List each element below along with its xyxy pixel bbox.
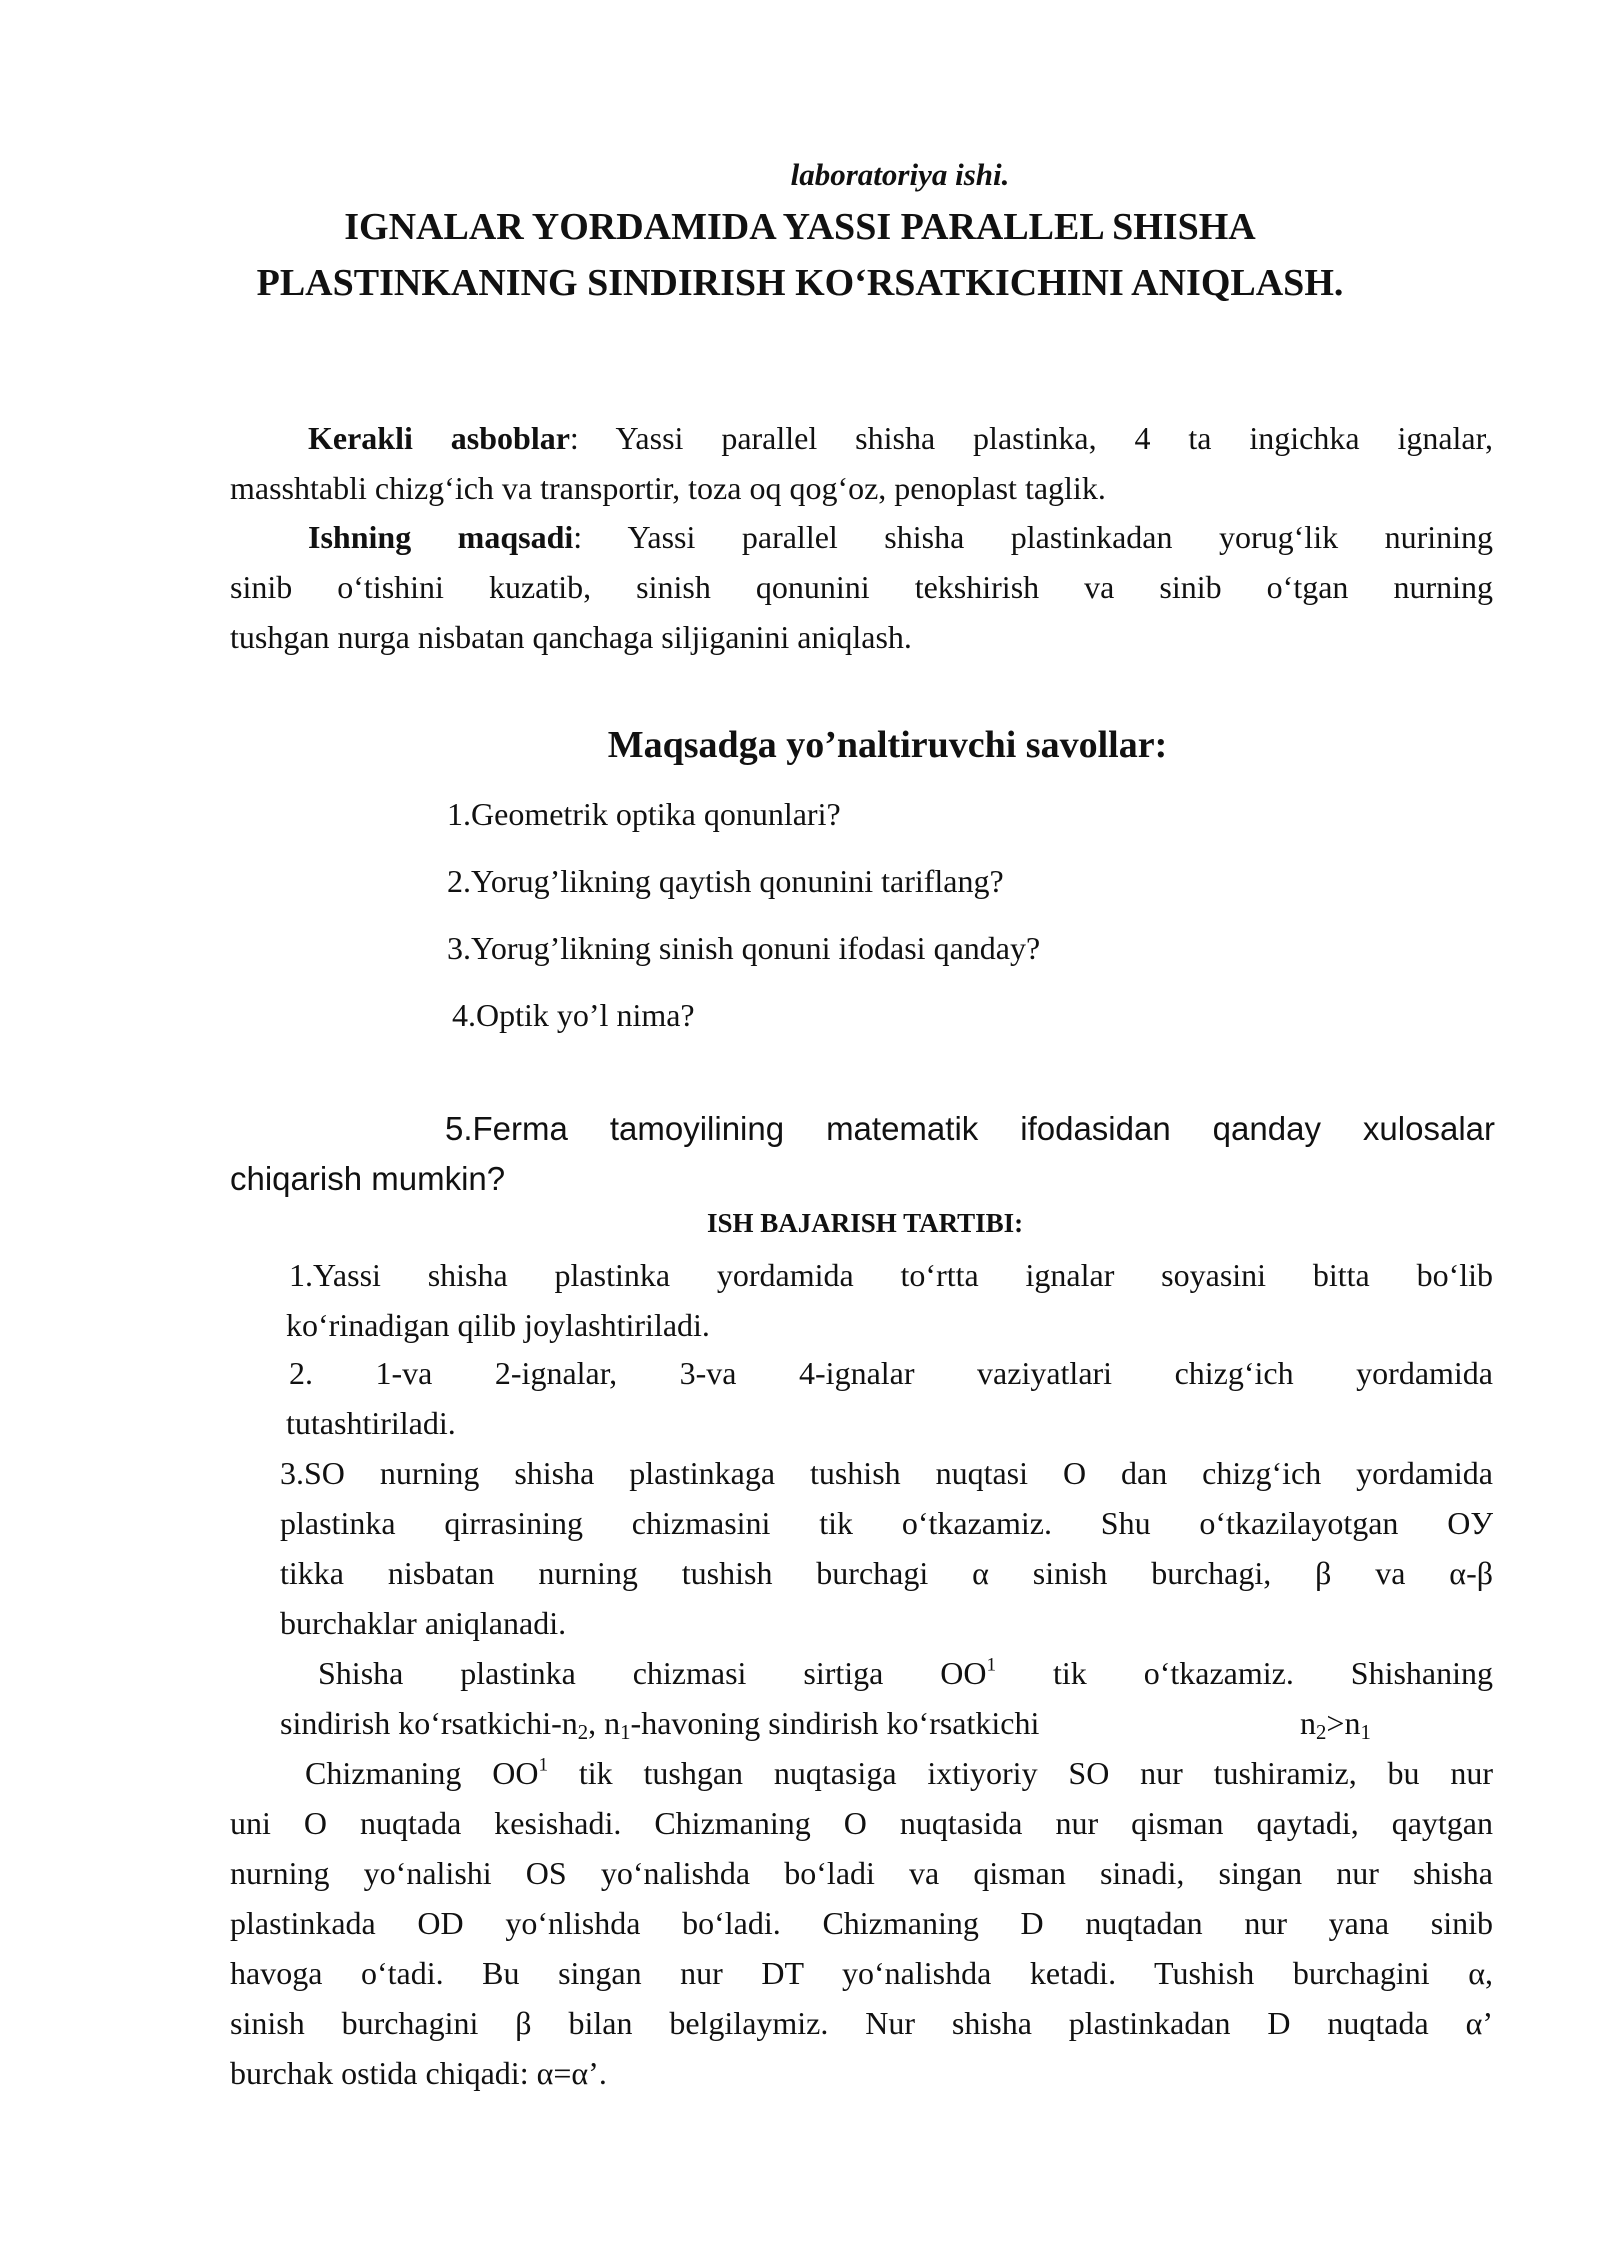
equipment-text-1: : Yassi parallel shisha plastinka, 4 ta ingichka ignalar, <box>569 420 1494 456</box>
goal-line-3: tushgan nurga nisbatan qanchaga siljiganini aniqlash. <box>230 619 912 655</box>
drawing-paragraph-line-6: sinish burchagini β bilan belgilaymiz. Nur shisha plastinkadan D nuqtada α’ <box>230 2005 1493 2041</box>
drawing-paragraph-line-3: nurning yo‘nalishi OS yo‘nalishda bo‘ladi va qisman sinadi, singan nur shisha <box>230 1855 1493 1891</box>
question-5-line-1: 5.Ferma tamoyilining matematik ifodasidan qanday xulosalar <box>445 1110 1495 1147</box>
question-4: 4.Optik yo’l nima? <box>452 997 695 1033</box>
questions-heading: Maqsadga yo’naltiruvchi savollar: <box>607 724 1168 766</box>
drawing-paragraph-line-5: havoga o‘tadi. Bu singan nur DT yo‘nalishda ketadi. Tushish burchagini α, <box>230 1955 1493 1991</box>
equipment-line-2: masshtabli chizg‘ich va transportir, toza oq qog‘oz, penoplast taglik. <box>230 470 1106 506</box>
question-5-line-2: chiqarish mumkin? <box>230 1160 506 1197</box>
step-3-line-2: plastinka qirrasining chizmasini tik o‘tkazamiz. Shu o‘tkazilayotgan OУ <box>280 1505 1493 1541</box>
plate-paragraph-line-1: Shisha plastinka chizmasi sirtiga $OO^1$ tik o‘tkazamiz. Shishaning <box>318 1654 1494 1691</box>
plate-paragraph-line-2: sindirish $ko‘rsatkichi-n_2$, $n_1$-havoning sindirish ko‘rsatkichi <box>280 1705 1040 1745</box>
document-title-line-2: PLASTINKANING SINDIRISH KO‘RSATKICHINI ANIQLASH. <box>256 262 1344 304</box>
goal-line-2: sinib o‘tishini kuzatib, sinish qonunini tekshirish va sinib o‘tgan nurning <box>230 569 1493 605</box>
step-2-line-2: tutashtiriladi. <box>286 1405 456 1441</box>
goal-label: Ishning maqsadi <box>308 519 574 555</box>
document-title-line-1: IGNALAR YORDAMIDA YASSI PARALLEL SHISHA <box>344 206 1256 248</box>
document-subtitle: laboratoriya ishi. <box>790 157 1010 192</box>
drawing-paragraph-line-7: burchak ostida chiqadi: α=α’. <box>230 2055 607 2091</box>
step-3-line-1: 3.SO nurning shisha plastinkaga tushish nuqtasi O dan chizg‘ich yordamida <box>280 1455 1493 1491</box>
step-1-line-1: 1.Yassi shisha plastinka yordamida to‘rtta ignalar soyasini bitta bo‘lib <box>289 1257 1493 1293</box>
question-3: 3.Yorug’likning sinish qonuni ifodasi qanday? <box>447 930 1041 966</box>
equipment-label: Kerakli asboblar <box>308 420 570 456</box>
question-2: 2.Yorug’likning qaytish qonunini tariflang? <box>447 863 1004 899</box>
drawing-paragraph-line-4: plastinkada OD yo‘nlishda bo‘ladi. Chizmaning D nuqtadan nur yana sinib <box>230 1905 1493 1941</box>
refraction-inequality: $n_2>n_1$ <box>1300 1705 1371 1745</box>
equipment-line-1 <box>308 413 1493 463</box>
drawing-paragraph-line-2: uni O nuqtada kesishadi. Chizmaning O nuqtasida nur qisman qaytadi, qaytgan <box>230 1805 1493 1841</box>
step-3-line-3: tikka nisbatan nurning tushish burchagi α sinish burchagi, β va α-β <box>280 1555 1493 1591</box>
goal-text-1: : Yassi parallel shisha plastinkadan yorug‘lik nurining <box>573 519 1494 555</box>
step-3-line-4: burchaklar aniqlanadi. <box>280 1605 567 1641</box>
drawing-paragraph-line-1: Chizmaning $OO^1$ tik tushgan nuqtasiga ixtiyoriy SO nur tushiramiz, bu nur <box>305 1754 1493 1791</box>
goal-line-1 <box>308 512 1493 562</box>
procedure-heading: ISH BAJARISH TARTIBI: <box>707 1208 1024 1238</box>
step-2-line-1: 2. 1-va 2-ignalar, 3-va 4-ignalar vaziyatlari chizg‘ich yordamida <box>289 1355 1493 1391</box>
question-1: 1.Geometrik optika qonunlari? <box>447 796 841 832</box>
step-1-line-2: ko‘rinadigan qilib joylashtiriladi. <box>286 1307 710 1343</box>
